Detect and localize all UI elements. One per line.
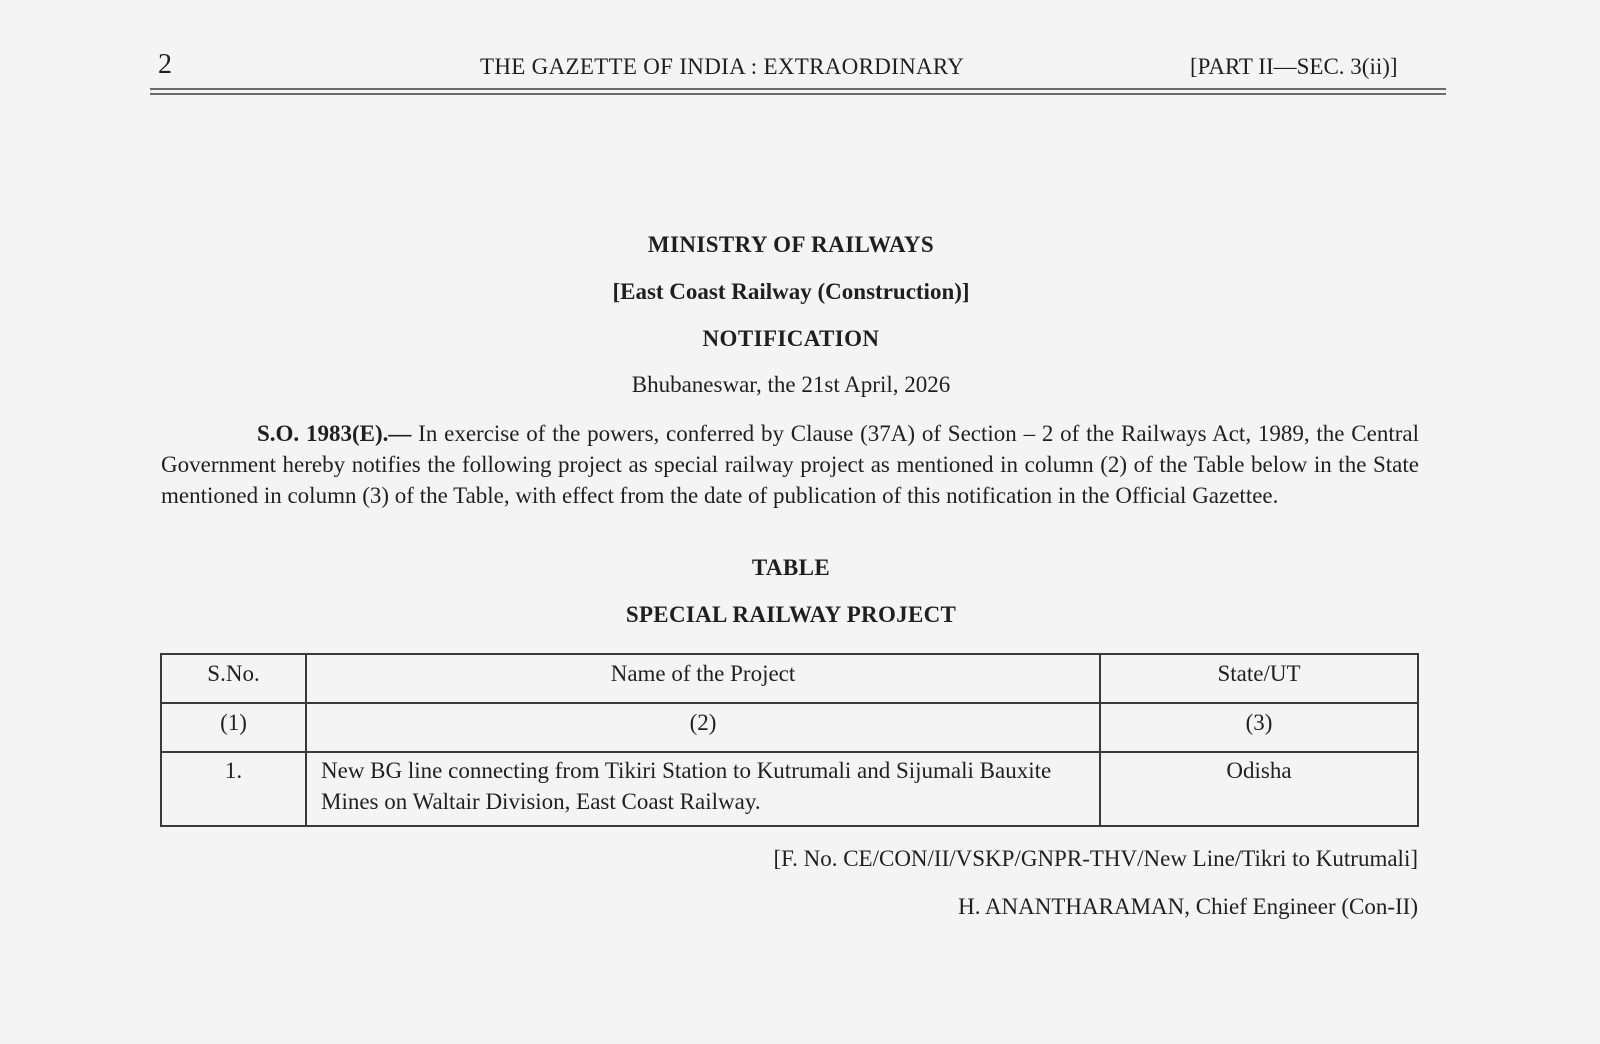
- notification-body: [161, 418, 1419, 511]
- body-text: In exercise of the powers, conferred by Clause (37A) of Section – 2 of the Railways Act, 1989, the Central Government hereby notifies the following project as special railway project as mentioned in column (2) of the Table below in the State mentioned in column (3) of the Table, with effect from the date of publication of this notification in the Official Gazettee.: [161, 421, 1419, 508]
- ministry-heading: MINISTRY OF RAILWAYS: [647, 232, 935, 257]
- table-header-row: [161, 654, 1418, 703]
- table-caption: TABLE: [751, 555, 831, 580]
- department-heading: [East Coast Railway (Construction)]: [612, 279, 970, 304]
- notification-heading: NOTIFICATION: [702, 326, 880, 351]
- row-sno: 1.: [161, 752, 306, 826]
- header-rule-top: [150, 88, 1446, 90]
- file-number: [F. No. CE/CON/II/VSKP/GNPR-THV/New Line/Tikri to Kutrumali]: [773, 846, 1418, 871]
- part-reference: [PART II—SEC. 3(ii)]: [1190, 54, 1398, 79]
- header-state: State/UT: [1100, 654, 1418, 703]
- table-row: [161, 752, 1418, 826]
- so-number: S.O. 1983(E).—: [257, 421, 412, 446]
- header-project: Name of the Project: [306, 654, 1100, 703]
- header-sno: S.No.: [161, 654, 306, 703]
- project-table: [160, 653, 1419, 827]
- place-date: Bhubaneswar, the 21st April, 2026: [631, 372, 951, 397]
- row-state: Odisha: [1100, 752, 1418, 826]
- header-rule-bottom: [150, 93, 1446, 95]
- page-number: 2: [158, 49, 172, 80]
- table-subcaption: SPECIAL RAILWAY PROJECT: [625, 602, 957, 627]
- column-number-2: (2): [306, 703, 1100, 752]
- column-number-row: [161, 703, 1418, 752]
- signatory: H. ANANTHARAMAN, Chief Engineer (Con-II): [958, 894, 1418, 919]
- column-number-1: (1): [161, 703, 306, 752]
- row-project: New BG line connecting from Tikiri Station to Kutrumali and Sijumali Bauxite Mines on Waltair Division, East Coast Railway.: [306, 752, 1100, 826]
- gazette-title: THE GAZETTE OF INDIA : EXTRAORDINARY: [480, 54, 965, 79]
- column-number-3: (3): [1100, 703, 1418, 752]
